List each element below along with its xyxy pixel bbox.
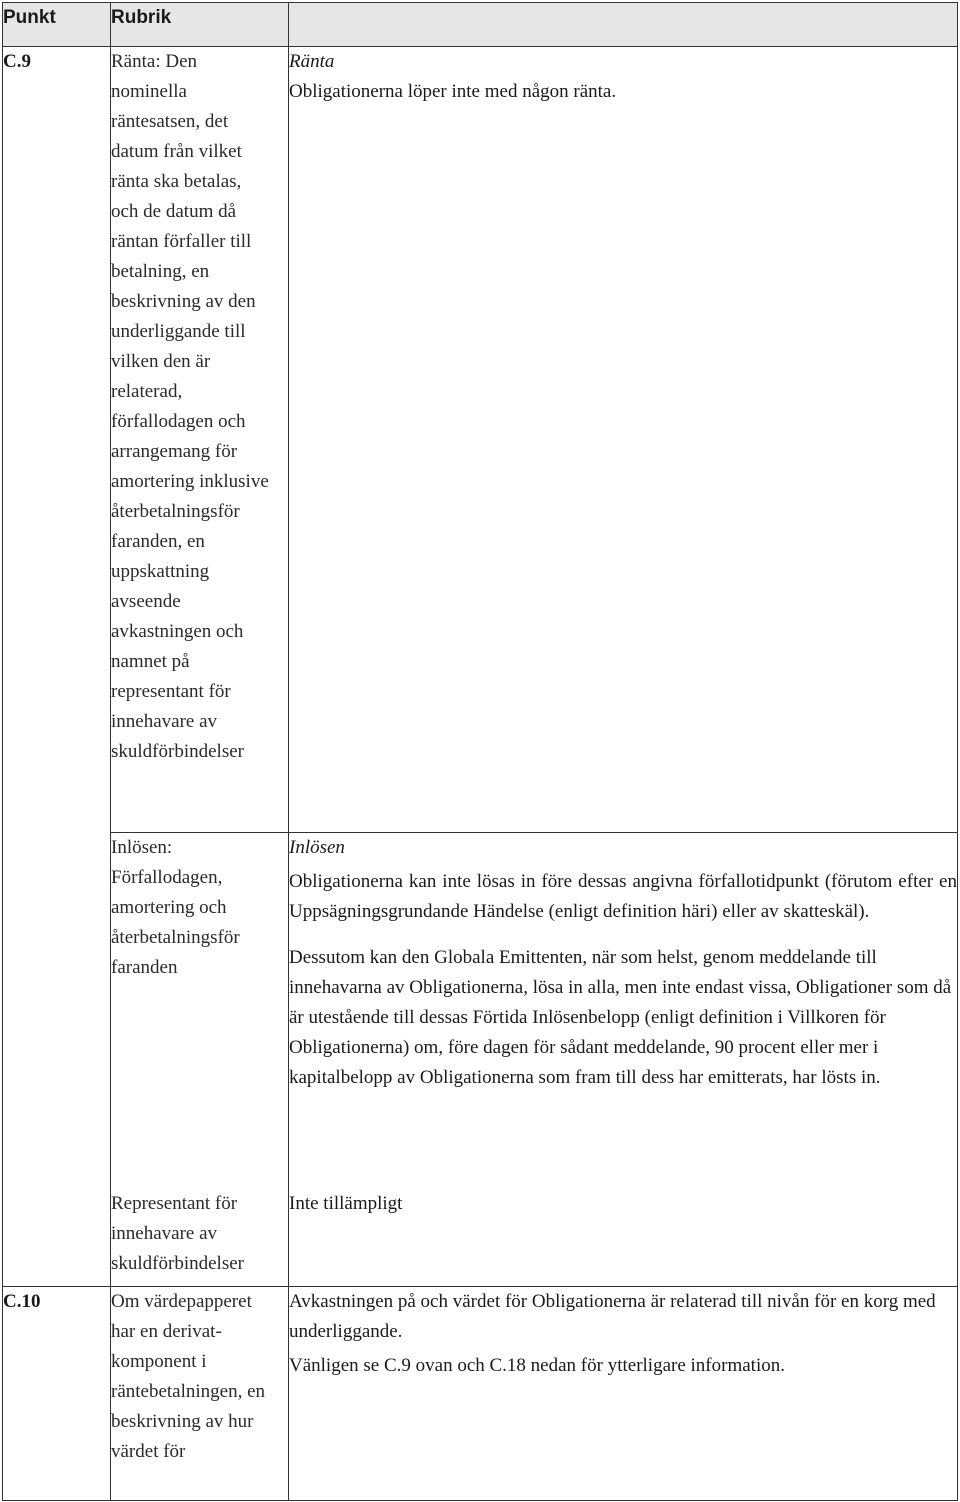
rubrik-ranta — [111, 47, 289, 833]
info-representant-text: Inte tillämpligt — [289, 1192, 403, 1214]
info-ranta — [289, 47, 958, 833]
table-row — [3, 1189, 958, 1287]
punkt-c10: C.10 — [3, 1287, 111, 1501]
info-c10 — [289, 1287, 958, 1501]
rubrik-inlosen-text: Inlösen: Förfallodagen, amortering och återbetalningsför faranden — [111, 837, 240, 978]
info-ranta-title: Ränta — [289, 51, 335, 72]
rubrik-representant — [111, 1189, 289, 1287]
rubrik-representant-text: Representant för innehavare av skuldförbindelser — [111, 1192, 244, 1274]
info-c10-p2: Vänligen se C.9 ovan och C.18 nedan för ytterligare information. — [289, 1355, 785, 1376]
info-inlosen — [289, 833, 958, 1189]
info-inlosen-p1: Obligationerna kan inte lösas in före dessas angivna förfallotidpunkt (förutom efter en Uppsägningsgrundande Händelse (enligt definition häri) eller av skatteskäl). — [289, 871, 957, 922]
info-representant — [289, 1189, 958, 1287]
rubrik-c10-text: Om värdepapperet har en derivat-komponent i räntebetalningen, en beskrivning av hur värdet för — [111, 1291, 266, 1462]
table-row — [3, 1287, 958, 1501]
punkt-c9: C.9 — [3, 47, 111, 1287]
header-rubrik: Rubrik — [111, 3, 289, 47]
header-punkt: Punkt — [3, 3, 111, 47]
info-ranta-text: Obligationerna löper inte med någon ränta. — [289, 81, 617, 102]
rubrik-inlosen — [111, 833, 289, 1189]
info-inlosen-p2: Dessutom kan den Globala Emittenten, när som helst, genom meddelande till innehavarna av Obligationerna, lösa in alla, men inte endast vissa, Obligationer som då är utestående till dessas Förtida Inlösenbelopp (enligt definition i Villkoren för Obligationerna) om, före dagen för sådant meddelande, 90 procent eller mer i kapitalbelopp av Obligationerna som fram till dess har emitterats, har lösts in. — [289, 947, 952, 1088]
summary-table — [2, 2, 958, 1501]
info-c10-p1: Avkastningen på och värdet för Obligationerna är relaterad till nivån för en korg med underliggande. — [289, 1291, 936, 1342]
table-row — [3, 833, 958, 1189]
table-row — [3, 47, 958, 833]
rubrik-ranta-text: Ränta: Den nominella räntesatsen, det datum från vilket ränta ska betalas, och de datum då räntan förfaller till betalning, en beskrivning av den underliggande till vilken den är relaterad, förfallodagen och arrangemang för amortering inklusive återbetalningsför faranden, en uppskattning avseende avkastningen och namnet på representant för innehavare av skuldförbindelser — [111, 51, 269, 762]
header-info — [289, 3, 958, 47]
info-inlosen-title: Inlösen — [289, 837, 345, 858]
rubrik-c10 — [111, 1287, 289, 1501]
header-row — [3, 3, 958, 47]
